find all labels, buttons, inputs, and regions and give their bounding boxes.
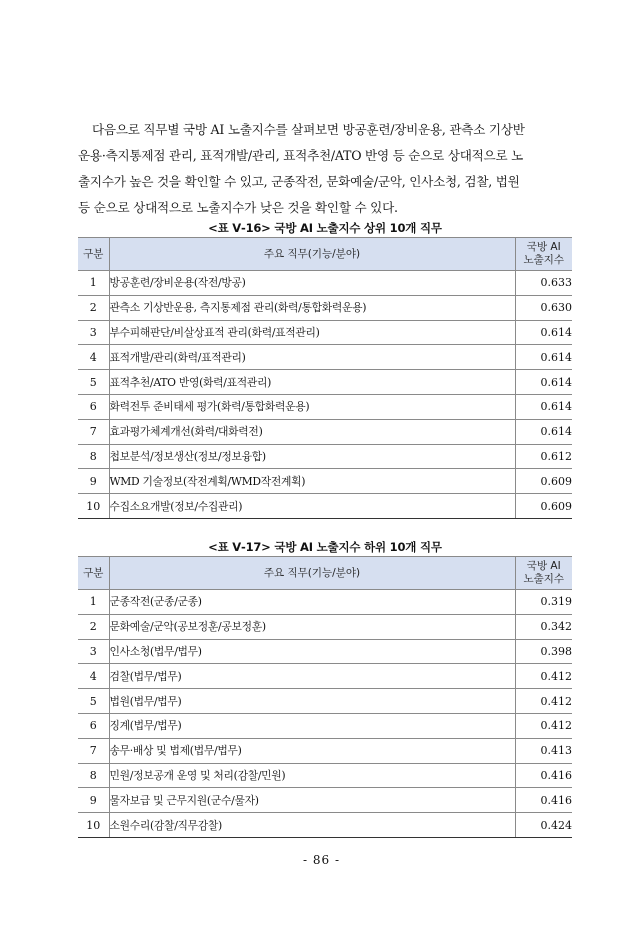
table-row: [78, 469, 572, 494]
table-row: [78, 738, 572, 763]
row-job: 송무·배상 및 법제(법무/법무): [109, 738, 515, 763]
table-row: [78, 713, 572, 738]
table-header-row: [78, 238, 572, 271]
row-job: 징계(법무/법무): [109, 713, 515, 738]
table-row: [78, 813, 572, 838]
row-value: 0.416: [515, 788, 572, 813]
table-row: [78, 788, 572, 813]
table-header-row: [78, 557, 572, 590]
table-row: [78, 614, 572, 639]
row-job: 첩보분석/정보생산(정보/정보융합): [109, 444, 515, 469]
row-number: 1: [78, 271, 109, 296]
page-number: - 86 -: [302, 853, 340, 867]
row-value: 0.412: [515, 689, 572, 714]
row-number: 9: [78, 788, 109, 813]
row-number: 8: [78, 763, 109, 788]
row-job: 물자보급 및 근무지원(군수/물자): [109, 788, 515, 813]
table-caption-bottom10: <표 Ⅴ-17> 국방 AI 노출지수 하위 10개 직무: [208, 540, 442, 554]
row-number: 6: [78, 394, 109, 419]
row-job: 소원수리(감찰/직무감찰): [109, 813, 515, 838]
row-value: 0.319: [515, 590, 572, 615]
row-number: 8: [78, 444, 109, 469]
row-job: 표적개발/관리(화력/표적관리): [109, 345, 515, 370]
header-job: 주요 직무(기능/분야): [109, 557, 515, 590]
row-number: 3: [78, 639, 109, 664]
row-job: 관측소 기상반운용, 측지통제점 관리(화력/통합화력운용): [109, 295, 515, 320]
row-number: 10: [78, 494, 109, 519]
row-value: 0.416: [515, 763, 572, 788]
header-value-line2: 노출지수: [523, 254, 565, 266]
row-value: 0.633: [515, 271, 572, 296]
row-value: 0.630: [515, 295, 572, 320]
body-paragraph: [78, 117, 572, 221]
header-value: [515, 238, 572, 271]
header-value-line1: 국방 AI: [526, 241, 561, 253]
row-number: 2: [78, 295, 109, 320]
row-value: 0.342: [515, 614, 572, 639]
row-value: 0.609: [515, 469, 572, 494]
table-row: [78, 419, 572, 444]
row-value: 0.614: [515, 419, 572, 444]
row-number: 10: [78, 813, 109, 838]
table-row: [78, 345, 572, 370]
row-number: 5: [78, 689, 109, 714]
row-number: 1: [78, 590, 109, 615]
table-row: [78, 590, 572, 615]
table-bottom10: [78, 556, 572, 838]
row-number: 4: [78, 664, 109, 689]
paragraph-line: 등 순으로 상대적으로 노출지수가 낮은 것을 확인할 수 있다.: [78, 200, 398, 215]
paragraph-line: 출지수가 높은 것을 확인할 수 있고, 군종작전, 문화예술/군악, 인사소청, 검찰, 법원: [78, 174, 520, 189]
row-number: 5: [78, 370, 109, 395]
row-job: 법원(법무/법무): [109, 689, 515, 714]
table-row: [78, 494, 572, 519]
row-job: 민원/정보공개 운영 및 처리(감찰/민원): [109, 763, 515, 788]
table-row: [78, 689, 572, 714]
row-number: 7: [78, 738, 109, 763]
table-top10: [78, 237, 572, 519]
row-job: 표적추천/ATO 반영(화력/표적관리): [109, 370, 515, 395]
row-job: WMD 기술정보(작전계획/WMD작전계획): [109, 469, 515, 494]
row-value: 0.398: [515, 639, 572, 664]
header-job: 주요 직무(기능/분야): [109, 238, 515, 271]
row-value: 0.412: [515, 713, 572, 738]
header-no: 구분: [78, 238, 109, 271]
row-job: 인사소청(법무/법무): [109, 639, 515, 664]
table-caption-top10: <표 Ⅴ-16> 국방 AI 노출지수 상위 10개 직무: [208, 221, 442, 235]
row-value: 0.424: [515, 813, 572, 838]
row-value: 0.614: [515, 320, 572, 345]
row-job: 수집소요개발(정보/수집관리): [109, 494, 515, 519]
table-row: [78, 664, 572, 689]
row-job: 군종작전(군종/군종): [109, 590, 515, 615]
header-value-line1: 국방 AI: [526, 560, 561, 572]
table-row: [78, 763, 572, 788]
table-row: [78, 271, 572, 296]
row-job: 화력전투 준비태세 평가(화력/통합화력운용): [109, 394, 515, 419]
row-number: 6: [78, 713, 109, 738]
header-value-line2: 노출지수: [523, 573, 565, 585]
row-job: 검찰(법무/법무): [109, 664, 515, 689]
row-value: 0.614: [515, 370, 572, 395]
row-value: 0.609: [515, 494, 572, 519]
row-number: 3: [78, 320, 109, 345]
row-job: 부수피해판단/비살상표적 관리(화력/표적관리): [109, 320, 515, 345]
row-value: 0.612: [515, 444, 572, 469]
row-job: 방공훈련/장비운용(작전/방공): [109, 271, 515, 296]
table-body: [78, 271, 572, 519]
row-value: 0.412: [515, 664, 572, 689]
table-row: [78, 444, 572, 469]
table-row: [78, 370, 572, 395]
row-job: 문화예술/군악(공보정훈/공보정훈): [109, 614, 515, 639]
row-number: 4: [78, 345, 109, 370]
row-number: 2: [78, 614, 109, 639]
header-no: 구분: [78, 557, 109, 590]
paragraph-line: 운용·측지통제점 관리, 표적개발/관리, 표적추천/ATO 반영 등 순으로 상대적으로 노: [78, 148, 524, 163]
header-value: [515, 557, 572, 590]
row-value: 0.413: [515, 738, 572, 763]
table-row: [78, 320, 572, 345]
row-number: 9: [78, 469, 109, 494]
row-job: 효과평가체계개선(화력/대화력전): [109, 419, 515, 444]
table-body: [78, 590, 572, 838]
paragraph-line: 다음으로 직무별 국방 AI 노출지수를 살펴보면 방공훈련/장비운용, 관측소 기상반: [92, 122, 525, 137]
row-number: 7: [78, 419, 109, 444]
table-row: [78, 295, 572, 320]
table-row: [78, 394, 572, 419]
table-row: [78, 639, 572, 664]
row-value: 0.614: [515, 394, 572, 419]
row-value: 0.614: [515, 345, 572, 370]
